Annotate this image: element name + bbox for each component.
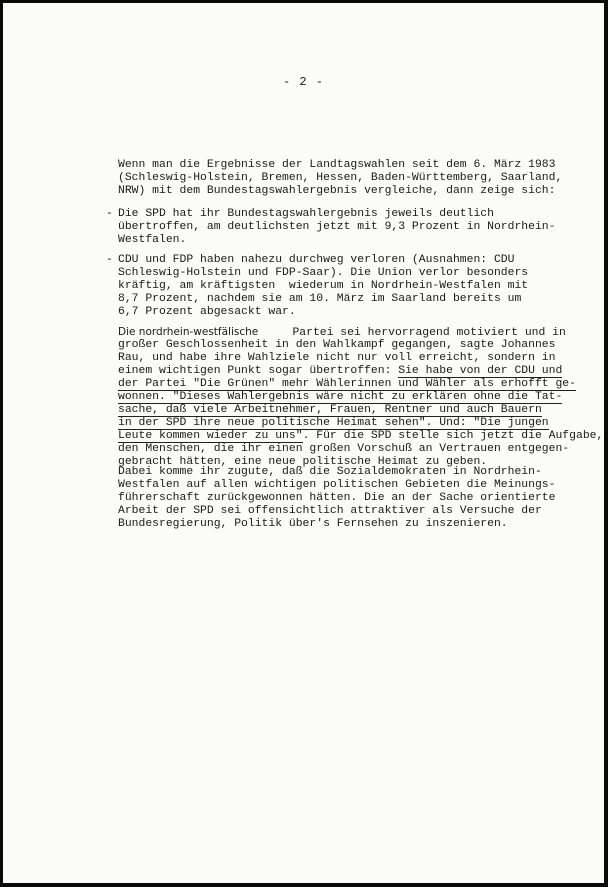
text-line: Rau, und habe ihre Wahlziele nicht nur voll erreicht, sondern in: [118, 352, 556, 364]
text-line: (Schleswig-Holstein, Bremen, Hessen, Baden-Württemberg, Saarland,: [118, 172, 563, 184]
text-line: Dabei komme ihr zugute, daß die Sozialdemokraten in Nordrhein-: [118, 466, 542, 478]
text-fragment: . Für die SPD stelle sich jetzt die Aufgabe,: [302, 430, 604, 442]
text-line: [118, 404, 542, 417]
text-line: führerschaft zurückgewonnen hätten. Die an der Sache orientierte: [118, 492, 556, 504]
text-line: Westfalen auf allen wichtigen politischen Gebieten die Meinungs-: [118, 479, 556, 491]
text-line: [118, 417, 549, 430]
text-line: [118, 326, 566, 340]
underlined-quote: der Partei "Die Grünen" mehr Wählerinnen und Wähler als erhofft ge-: [118, 378, 576, 390]
text-line: [118, 430, 603, 443]
underlined-quote: wonnen. "Dieses Wahlergebnis wäre nicht zu erklären ohne die Tat-: [118, 391, 563, 403]
text-line: den Menschen, die ihr einen großen Vorschuß an Vertrauen entgegen-: [118, 443, 570, 455]
text-line: CDU und FDP haben nahezu durchweg verloren (Ausnahmen: CDU: [118, 254, 515, 266]
page-number: - 2 -: [282, 75, 324, 89]
text-line: [118, 378, 576, 391]
text-line: gebracht hätten, eine neue politische Heimat zu geben.: [118, 456, 488, 468]
text-fragment: einem wichtigen Punkt sogar übertroffen:: [118, 365, 399, 377]
text-line: großer Geschlossenheit in den Wahlkampf gegangen, sagte Johannes: [118, 339, 556, 351]
underlined-quote: Sie habe von der CDU und: [398, 365, 563, 377]
underlined-quote: Leute kommen wieder zu uns": [118, 430, 303, 442]
bullet-marker: -: [106, 208, 113, 220]
text-line: Westfalen.: [118, 234, 187, 246]
text-line: Schleswig-Holstein und FDP-Saar). Die Union verlor besonders: [118, 267, 529, 279]
text-line: NRW) mit dem Bundestagswahlergebnis vergleiche, dann zeige sich:: [118, 185, 556, 197]
document-page: [3, 3, 604, 883]
text-line: 6,7 Prozent abgesackt war.: [118, 306, 296, 318]
text-line: Bundesregierung, Politik über's Fernsehen zu inszenieren.: [118, 518, 508, 530]
text-line: [118, 365, 562, 378]
text-line: Wenn man die Ergebnisse der Landtagswahlen seit dem 6. März 1983: [118, 159, 556, 171]
underlined-quote: sache, daß viele Arbeitnehmer, Frauen, Rentner und auch Bauern: [118, 404, 542, 416]
text-fragment: Partei sei hervorragend motiviert und in: [292, 327, 566, 339]
text-line: 8,7 Prozent, nachdem sie am 10. März im Saarland bereits um: [118, 293, 522, 305]
underlined-quote: in der SPD ihre neue politische Heimat sehen". Und: "Die jungen: [118, 417, 549, 429]
text-line: kräftig, am kräftigsten wiederum in Nordrhein-Westfalen mit: [118, 280, 529, 292]
text-line: Arbeit der SPD sei offensichtlich attraktiver als Versuche der: [118, 505, 542, 517]
handwritten-insert: Die nordrhein-westfälische: [118, 326, 259, 338]
text-line: übertroffen, am deutlichsten jetzt mit 9,3 Prozent in Nordrhein-: [118, 221, 556, 233]
bullet-marker: -: [106, 254, 113, 266]
text-line: [118, 391, 562, 404]
text-line: Die SPD hat ihr Bundestagswahlergebnis jeweils deutlich: [118, 208, 494, 220]
